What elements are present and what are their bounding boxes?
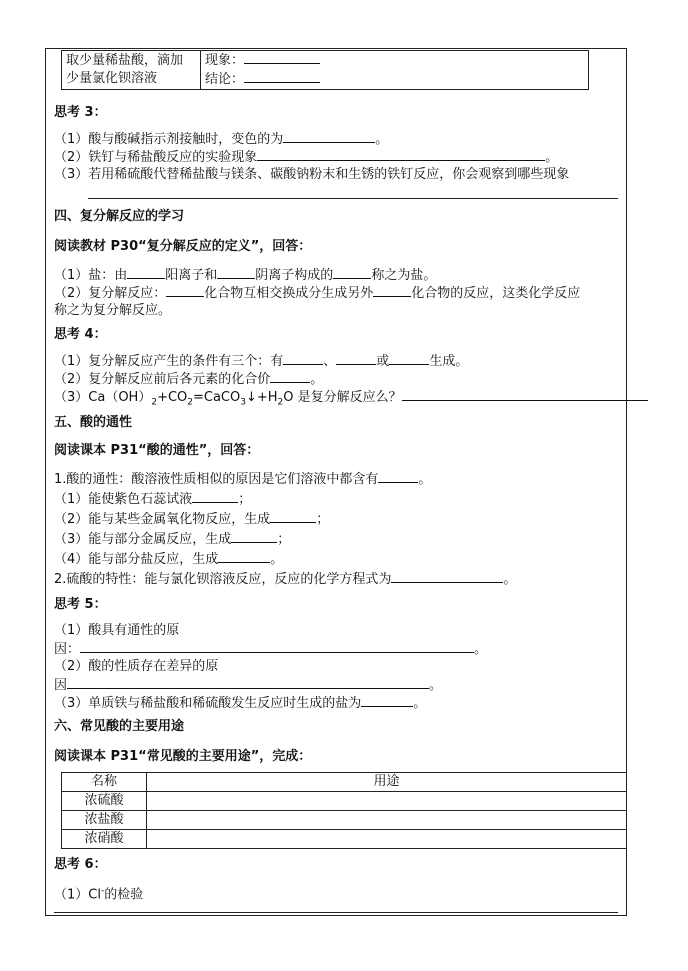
acid-use-cell[interactable] xyxy=(147,792,627,811)
section6-read: 阅读课本 P31“常见酸的主要用途”，完成： xyxy=(54,749,312,764)
acid-use-cell[interactable] xyxy=(147,830,627,849)
think6-title: 思考 6： xyxy=(54,857,107,872)
section6-title: 六、常见酸的主要用途 xyxy=(54,719,185,734)
section5-item3: （3）能与部分金属反应，生成 ； xyxy=(54,532,291,547)
think3-q3-blank[interactable] xyxy=(88,198,618,199)
experiment-result-cell xyxy=(201,51,589,90)
think5-q1-blank[interactable] xyxy=(80,640,474,653)
section4-q2: （2）复分解反应： 化合物互相交换成分生成另外 化合物的反应，这类化学反应 xyxy=(54,286,581,301)
section5-p2-blank[interactable] xyxy=(391,570,503,583)
section4-q1: （1）盐：由 阳离子和 阴离子构成的 称之为盐。 xyxy=(54,268,437,283)
think6-q1: （1）Cl-的检验 xyxy=(54,886,144,903)
section5-p2: 2.硫酸的特性：能与氯化钡溶液反应，反应的化学方程式为 。 xyxy=(54,572,517,587)
think4-title: 思考 4： xyxy=(54,327,107,342)
procedure-line-2: 少量氯化钡溶液 xyxy=(66,71,158,86)
section4-q2-blank-1[interactable] xyxy=(166,284,204,297)
section5-item2-blank[interactable] xyxy=(270,510,316,523)
table-header-row xyxy=(62,773,627,792)
think3-q1: （1）酸与酸碱指示剂接触时，变色的为 。 xyxy=(54,132,389,147)
think3-q1-blank[interactable] xyxy=(283,130,375,143)
think5-q1-cont: 因： 。 xyxy=(54,642,488,657)
acid-name-cell: 浓硝酸 xyxy=(62,830,147,849)
section5-item4: （4）能与部分盐反应，生成 。 xyxy=(54,552,284,567)
section4-q2-blank-2[interactable] xyxy=(373,284,411,297)
section4-read: 阅读教材 P30“复分解反应的定义”，回答： xyxy=(54,239,312,254)
table-row xyxy=(62,830,627,849)
conclusion-blank[interactable] xyxy=(244,70,320,83)
section5-item1-blank[interactable] xyxy=(192,490,238,503)
think4-q1-blank-2[interactable] xyxy=(336,352,376,365)
think5-q2: （2）酸的性质存在差异的原 xyxy=(54,659,219,674)
think5-title: 思考 5： xyxy=(54,597,107,612)
think4-q1-blank-1[interactable] xyxy=(283,352,323,365)
section5-item3-blank[interactable] xyxy=(231,530,277,543)
acid-name-cell: 浓盐酸 xyxy=(62,811,147,830)
think5-q3: （3）单质铁与稀盐酸和稀硫酸发生反应时生成的盐为 。 xyxy=(54,696,427,711)
section5-read: 阅读课本 P31“酸的通性”，回答： xyxy=(54,443,260,458)
section4-q1-blank-3[interactable] xyxy=(333,266,371,279)
header-use: 用途 xyxy=(147,773,627,792)
think3-q2: （2）铁钉与稀盐酸反应的实验现象 。 xyxy=(54,150,559,165)
header-name: 名称 xyxy=(62,773,147,792)
think4-q1: （1）复分解反应产生的条件有三个：有 、 或 生成。 xyxy=(54,354,469,369)
think3-q3: （3）若用稀硫酸代替稀盐酸与镁条、碳酸钠粉末和生锈的铁钉反应，你会观察到哪些现象 xyxy=(54,167,570,182)
think6-answer-line[interactable] xyxy=(54,912,618,913)
procedure-line-1: 取少量稀盐酸，滴加 xyxy=(66,53,184,68)
think5-q2-blank[interactable] xyxy=(67,676,429,689)
table-row xyxy=(62,811,627,830)
section4-title: 四、复分解反应的学习 xyxy=(54,209,185,224)
section5-p1-blank[interactable] xyxy=(378,470,418,483)
acid-use-cell[interactable] xyxy=(147,811,627,830)
acid-uses-table xyxy=(61,772,627,849)
think5-q3-blank[interactable] xyxy=(361,694,413,707)
section4-q1-blank-2[interactable] xyxy=(217,266,255,279)
think4-q3-blank[interactable] xyxy=(402,388,648,401)
observation-blank[interactable] xyxy=(244,51,320,64)
section5-item4-blank[interactable] xyxy=(218,550,270,563)
experiment-procedure-cell xyxy=(62,51,201,90)
think4-q2: （2）复分解反应前后各元素的化合价 。 xyxy=(54,372,324,387)
section4-q2-cont: 称之为复分解反应。 xyxy=(54,303,172,318)
section4-q1-blank-1[interactable] xyxy=(127,266,165,279)
think3-title: 思考 3： xyxy=(54,105,107,120)
think4-q3: $(3)Ca(OH)_2+CO_2=CaCO_3↓+H_2O$ 是复分解反应么？ xyxy=(54,388,648,412)
think5-q2-cont: 因 。 xyxy=(54,678,443,693)
acid-name-cell: 浓硫酸 xyxy=(62,792,147,811)
experiment-table xyxy=(61,50,589,90)
think4-q1-blank-3[interactable] xyxy=(389,352,429,365)
conclusion-label: 结论： xyxy=(205,72,245,87)
section5-item2: （2）能与某些金属氧化物反应，生成 ； xyxy=(54,512,330,527)
section5-p1: 1.酸的通性：酸溶液性质相似的原因是它们溶液中都含有 。 xyxy=(54,472,432,487)
section5-item1: （1）能使紫色石蕊试液 ； xyxy=(54,492,252,507)
table-row xyxy=(62,792,627,811)
think3-q2-blank[interactable] xyxy=(257,148,545,161)
section5-title: 五、酸的通性 xyxy=(54,415,133,430)
observation-label: 现象： xyxy=(205,53,245,68)
think4-q2-blank[interactable] xyxy=(270,370,310,383)
think5-q1: （1）酸具有通性的原 xyxy=(54,623,180,638)
